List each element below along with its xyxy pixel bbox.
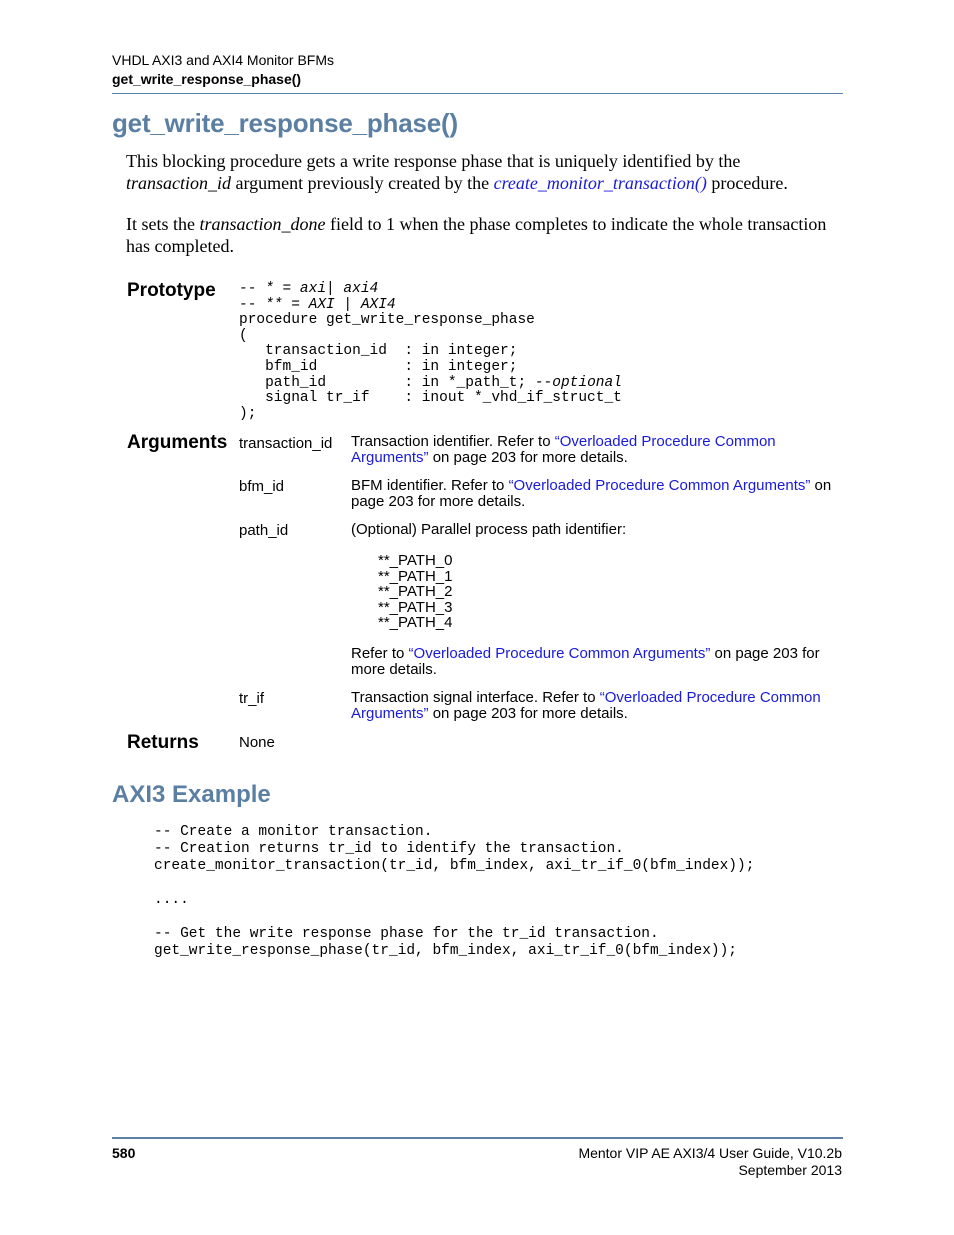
running-header-section: get_write_response_phase()	[112, 71, 302, 87]
path-value: **_PATH_1	[378, 567, 453, 585]
code-comment: ** = AXI | AXI4	[265, 296, 396, 313]
code-line: create_monitor_transaction(tr_id, bfm_index, axi_tr_if_0(bfm_index));	[154, 858, 755, 874]
code-line: -- Get the write response phase for the tr_id transaction.	[154, 926, 659, 942]
footer-doc-title: Mentor VIP AE AXI3/4 User Guide, V10.2b	[578, 1145, 842, 1161]
footer-date: September 2013	[738, 1162, 842, 1178]
code-comment: --	[239, 296, 266, 313]
code-line: (	[239, 327, 248, 344]
arg-desc-text: on page 203 for more details.	[351, 477, 832, 510]
arg-name-path-id: path_id	[239, 522, 289, 539]
create-monitor-transaction-link[interactable]: create_monitor_transaction()	[493, 173, 707, 193]
intro-variable: transaction_id	[126, 173, 232, 193]
code-text: path_id : in *_path_t; --	[239, 374, 553, 391]
code-line: -- Create a monitor transaction.	[154, 824, 433, 840]
prototype-label: Prototype	[127, 280, 216, 301]
code-line	[239, 282, 622, 298]
arg-desc-path-id-refer	[351, 646, 843, 678]
path-value: **_PATH_4	[378, 614, 453, 632]
example-heading: AXI3 Example	[112, 781, 271, 808]
arg-desc-text: Refer to	[351, 645, 409, 662]
code-comment: * = axi| axi4	[265, 281, 379, 297]
code-line: -- Creation returns tr_id to identify the transaction.	[154, 841, 624, 857]
intro-paragraph-1	[126, 150, 836, 194]
code-line: ....	[154, 892, 189, 908]
overloaded-args-link[interactable]: “Overloaded Procedure Common Arguments”	[351, 689, 821, 722]
footer-rule	[112, 1137, 843, 1139]
code-line: get_write_response_phase(tr_id, bfm_index, axi_tr_if_0(bfm_index));	[154, 943, 737, 959]
arg-desc-path-id: (Optional) Parallel process path identifier:	[351, 521, 627, 538]
code-comment: --	[239, 281, 266, 297]
code-line	[239, 376, 622, 392]
path-value: **_PATH_3	[378, 598, 453, 616]
example-code	[154, 824, 754, 960]
code-line	[239, 298, 622, 314]
intro-text: This blocking procedure gets a write response phase that is uniquely identified by the	[126, 151, 741, 171]
overloaded-args-link[interactable]: “Overloaded Procedure Common Arguments”	[508, 477, 811, 494]
arg-desc-text: on page 203 for more details.	[351, 645, 820, 678]
code-line: bfm_id : in integer;	[239, 358, 518, 375]
arg-desc-text: on page 203 for more details.	[428, 449, 628, 466]
path-value: **_PATH_0	[378, 552, 453, 569]
returns-value: None	[239, 734, 275, 751]
arg-desc-bfm-id	[351, 478, 843, 510]
intro-variable: transaction_done	[199, 214, 326, 234]
arg-desc-transaction-id	[351, 434, 843, 466]
arguments-label: Arguments	[127, 432, 228, 453]
path-id-list	[378, 553, 452, 631]
intro-paragraph-2	[126, 213, 836, 257]
code-line: );	[239, 405, 257, 422]
header-rule	[112, 93, 843, 94]
page-number: 580	[112, 1145, 136, 1161]
path-value: **_PATH_2	[378, 583, 453, 601]
intro-text: It sets the	[126, 214, 200, 234]
code-line: signal tr_if : inout *_vhd_if_struct_t	[239, 390, 622, 407]
overloaded-args-link[interactable]: “Overloaded Procedure Common Arguments”	[351, 433, 776, 466]
returns-label: Returns	[127, 732, 199, 753]
code-line: procedure get_write_response_phase	[239, 312, 535, 329]
code-line: transaction_id : in integer;	[239, 343, 518, 360]
arg-name-tr-if: tr_if	[239, 690, 265, 707]
arg-desc-text: Transaction signal interface. Refer to	[351, 689, 600, 706]
arg-name-transaction-id: transaction_id	[239, 435, 333, 452]
arg-name-bfm-id: bfm_id	[239, 478, 285, 495]
intro-text: procedure.	[706, 173, 788, 193]
overloaded-args-link[interactable]: “Overloaded Procedure Common Arguments”	[408, 645, 711, 662]
running-header-chapter: VHDL AXI3 and AXI4 Monitor BFMs	[112, 52, 335, 68]
arg-desc-text: Transaction identifier. Refer to	[351, 433, 555, 450]
intro-text: argument previously created by the	[231, 173, 494, 193]
arg-desc-tr-if	[351, 690, 843, 722]
arg-desc-text: BFM identifier. Refer to	[351, 477, 509, 494]
page-title: get_write_response_phase()	[112, 108, 458, 138]
intro-text: field to 1 when the phase completes to indicate the whole transaction has completed.	[126, 214, 827, 256]
code-comment: optional	[552, 374, 622, 391]
prototype-code	[239, 282, 622, 422]
arg-desc-text: on page 203 for more details.	[428, 705, 628, 722]
